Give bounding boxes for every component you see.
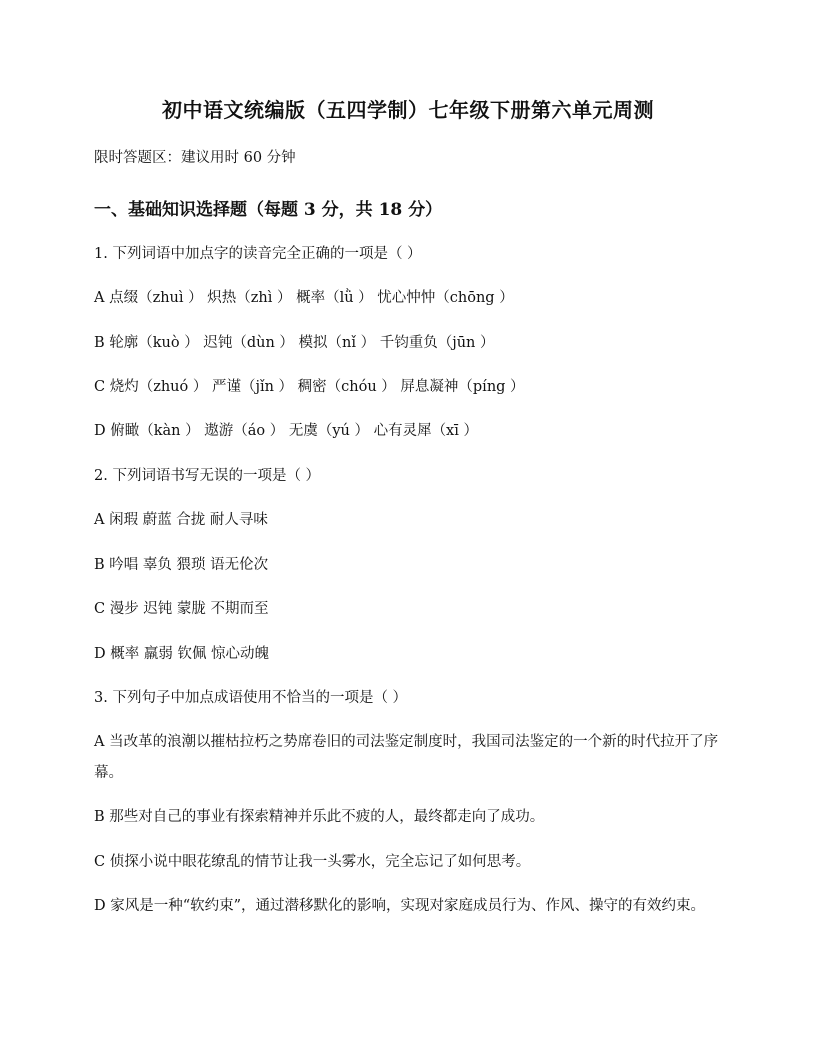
question-stem: 3. 下列句子中加点成语使用不恰当的一项是（ ） [94, 690, 408, 706]
question-option: A 点缀（zhuì ） 炽热（zhì ） 概率（lǜ ） 忧心忡忡（chōng ） [94, 290, 514, 306]
question-option: C 侦探小说中眼花缭乱的情节让我一头雾水，完全忘记了如何思考。 [94, 854, 531, 870]
question-option: D 俯瞰（kàn ） 遨游（áo ） 无虞（yú ） 心有灵犀（xī ） [94, 423, 478, 439]
section-heading: 一、基础知识选择题（每题 3 分，共 18 分） [94, 200, 443, 220]
question-option: A 当改革的浪潮以摧枯拉朽之势席卷旧的司法鉴定制度时，我国司法鉴定的一个新的时代拉开了序幕。 [94, 734, 719, 781]
page-title: 初中语文统编版（五四学制）七年级下册第六单元周测 [162, 98, 654, 122]
question-option: B 那些对自己的事业有探索精神并乐此不疲的人，最终都走向了成功。 [94, 809, 545, 825]
question-option: A 闲瑕 蔚蓝 合拢 耐人寻味 [94, 512, 268, 528]
question-stem: 2. 下列词语书写无误的一项是（ ） [94, 468, 321, 484]
question-option: D 概率 羸弱 钦佩 惊心动魄 [94, 646, 270, 662]
time-limit-note: 限时答题区：建议用时 60 分钟 [94, 150, 296, 166]
question-option: C 烧灼（zhuó ） 严谨（jǐn ） 稠密（chóu ） 屏息凝神（píng ） [94, 379, 525, 395]
question-option: D 家风是一种“软约束”，通过潜移默化的影响，实现对家庭成员行为、作风、操守的有效约束。 [94, 898, 706, 914]
question-option: B 轮廓（kuò ） 迟钝（dùn ） 模拟（nǐ ） 千钧重负（jūn ） [94, 335, 495, 351]
question-stem: 1. 下列词语中加点字的读音完全正确的一项是（ ） [94, 246, 422, 262]
question-option: C 漫步 迟钝 蒙胧 不期而至 [94, 601, 269, 617]
question-option: B 吟唱 辜负 猥琐 语无伦次 [94, 557, 269, 573]
